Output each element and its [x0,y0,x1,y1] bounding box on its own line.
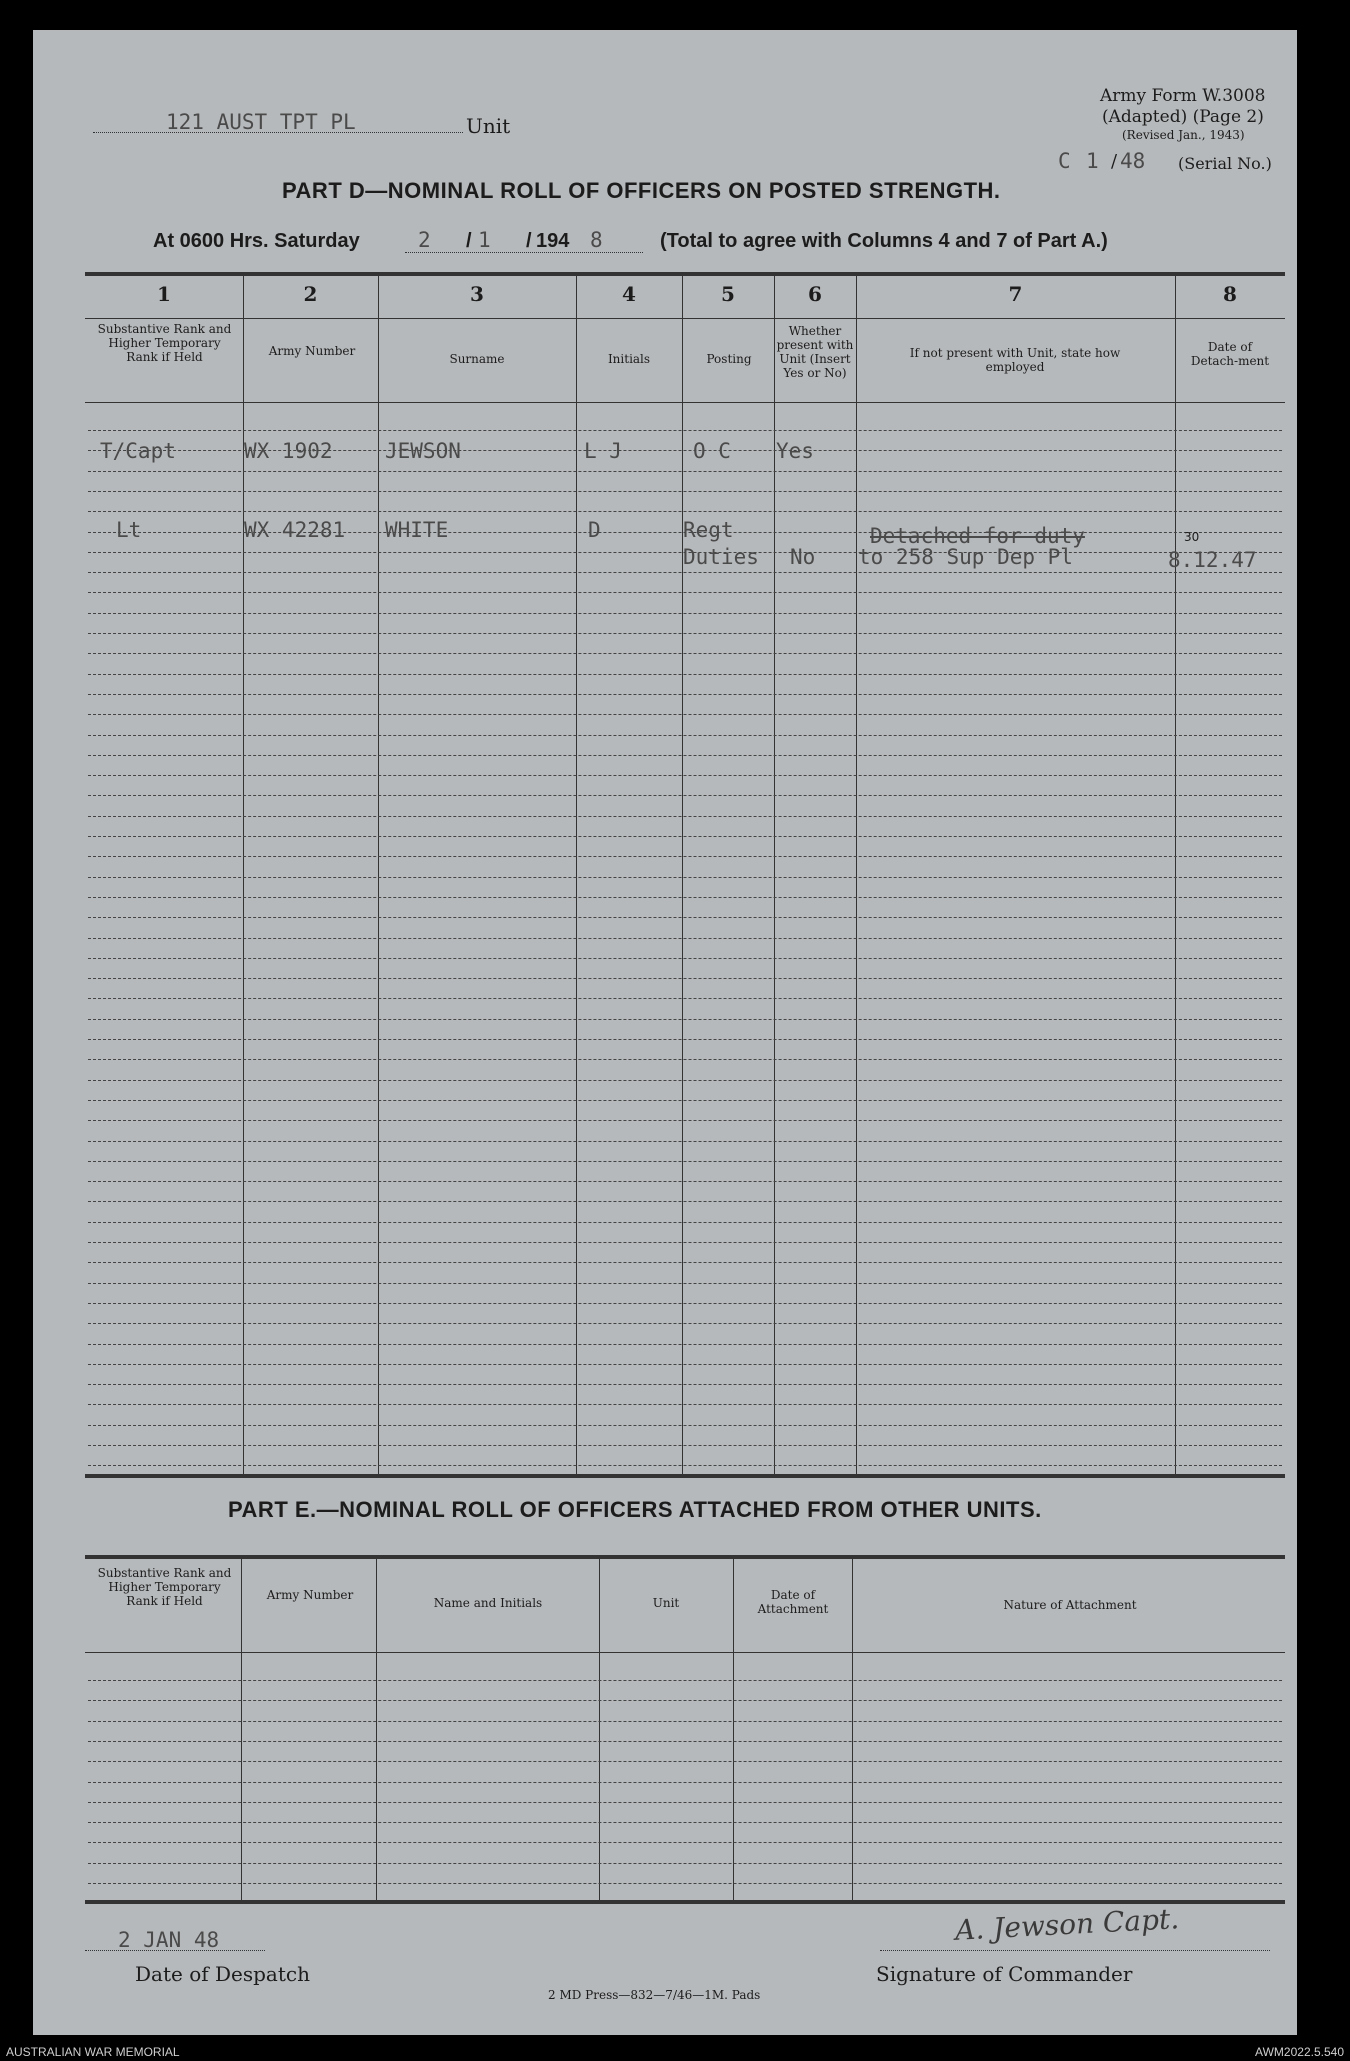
ruled-line [88,1782,1282,1783]
e-col-header-attach-date: Date of Attachment [757,1588,829,1616]
ruled-line [88,1680,1282,1681]
ruled-line [88,1019,1282,1020]
ruled-line [88,613,1282,614]
row2-posting-line2: Duties [683,545,759,569]
part-d-col-divider [682,274,683,1474]
unit-value: 121 AUST TPT PL [166,110,356,134]
part-d-top-rule [85,272,1285,276]
ruled-line [88,897,1282,898]
ruled-line [88,491,1282,492]
part-d-col-divider [856,274,857,1474]
form-adapted: (Adapted) (Page 2) [1102,107,1264,127]
col-header-rank: Substantive Rank and Higher Temporary Rank if Held [97,322,232,364]
row1-present: Yes [776,439,814,463]
ruled-line [88,1080,1282,1081]
date-year-digit: 8 [590,228,603,252]
ruled-line [88,735,1282,736]
unit-label: Unit [466,114,511,138]
printer-imprint: 2 MD Press—832—7/46—1M. Pads [548,1988,761,2002]
col-number: 1 [157,282,171,306]
part-e-col-divider [852,1557,853,1900]
ruled-line [88,1465,1282,1466]
part-e-top-rule [85,1555,1285,1559]
ruled-line [88,836,1282,837]
date-note: (Total to agree with Columns 4 and 7 of Part A.) [660,230,1108,252]
col-header-detach-date: Date of Detach-ment [1190,340,1270,368]
ruled-line [88,998,1282,999]
ruled-line [88,1384,1282,1385]
ruled-line [88,674,1282,675]
ruled-line [88,1039,1282,1040]
ruled-line [88,1161,1282,1162]
ruled-line [88,633,1282,634]
ruled-line [88,1863,1282,1864]
ruled-line [88,1141,1282,1142]
signature-label: Signature of Commander [876,1962,1133,1986]
row1-army-number: WX 1902 [244,439,333,463]
ruled-line [88,1761,1282,1762]
ruled-line [88,1445,1282,1446]
ruled-line [88,1721,1282,1722]
col-number: 8 [1223,282,1237,306]
col-header-employment: If not present with Unit, state how employed [909,346,1121,374]
ruled-line [88,1120,1282,1121]
ruled-line [88,471,1282,472]
row1-posting: O C [693,439,731,463]
ruled-line [88,714,1282,715]
row2-initials: D [588,518,601,542]
part-e-header-rule [85,1652,1285,1653]
ruled-line [88,430,1282,431]
row2-present: No [790,545,816,569]
ruled-line [88,775,1282,776]
date-dotline [405,252,643,253]
part-d-bottom-rule [85,1474,1285,1478]
e-col-header-unit: Unit [652,1596,680,1610]
col-number: 5 [721,282,735,306]
ruled-line [88,938,1282,939]
part-d-col-divider [1175,274,1176,1474]
row2-date-correction: 30 [1184,530,1200,544]
ruled-line [88,1222,1282,1223]
ruled-line [88,1283,1282,1284]
ruled-line [88,1425,1282,1426]
part-e-bottom-rule [85,1900,1285,1904]
unit-dotline [93,132,463,133]
serial-year: 48 [1120,149,1146,173]
part-d-title: PART D—NOMINAL ROLL OF OFFICERS ON POSTED STRENGTH. [282,178,1001,203]
part-e-col-divider [733,1557,734,1900]
part-e-col-divider [599,1557,600,1900]
form-revised: (Revised Jan., 1943) [1122,128,1245,142]
row2-posting: Regt [683,518,734,542]
row2-employment-line2: to 258 Sup Dep Pl [858,545,1073,569]
col-number: 6 [808,282,822,306]
serial-label: (Serial No.) [1178,154,1272,173]
e-col-header-rank: Substantive Rank and Higher Temporary Rank if Held [97,1566,232,1608]
ruled-line [88,958,1282,959]
e-col-header-name: Name and Initials [433,1596,543,1610]
form-name: Army Form W.3008 [1100,86,1266,106]
part-e-title: PART E.—NOMINAL ROLL OF OFFICERS ATTACHED FROM OTHER UNITS. [228,1497,1042,1522]
part-e-col-divider [241,1557,242,1900]
date-month: 1 [478,228,491,252]
row1-surname: JEWSON [385,439,461,463]
ruled-line [88,653,1282,654]
ruled-line [88,1262,1282,1263]
row2-army-number: WX 42281 [244,518,346,542]
despatch-label: Date of Despatch [135,1962,310,1986]
despatch-date: 2 JAN 48 [118,1928,220,1952]
col-number: 3 [470,282,484,306]
ruled-line [88,856,1282,857]
ruled-line [88,978,1282,979]
ruled-line [88,1242,1282,1243]
col-header-army-number: Army Number [268,344,356,358]
ruled-line [88,1100,1282,1101]
col-header-initials: Initials [607,352,651,366]
col-header-posting: Posting [706,352,752,366]
commander-signature: A. Jewson Capt. [954,1902,1180,1947]
ruled-line [88,1181,1282,1182]
ruled-line [88,1802,1282,1803]
ruled-line [88,1883,1282,1884]
part-d-col-divider [378,274,379,1474]
e-col-header-army-number: Army Number [266,1588,354,1602]
serial-number: 1 [1086,149,1099,173]
ruled-line [88,1700,1282,1701]
col-header-present: Whether present with Unit (Insert Yes or No) [776,324,854,380]
part-d-header-rule [85,402,1285,403]
row2-surname: WHITE [385,518,449,542]
ruled-line [88,1842,1282,1843]
despatch-dotline [85,1950,265,1951]
archive-credit: AUSTRALIAN WAR MEMORIAL [6,2045,180,2059]
ruled-line [88,917,1282,918]
row2-employment: Detached for duty [870,524,1085,548]
serial-prefix: C [1058,149,1071,173]
ruled-line [88,816,1282,817]
col-number: 4 [622,282,636,306]
ruled-line [88,1822,1282,1823]
ruled-line [88,1404,1282,1405]
row2-detach-date: 8.12.47 [1168,548,1257,572]
date-day: 2 [418,228,431,252]
date-year-prefix: 194 [536,230,570,252]
archive-accession: AWM2022.5.540 [1255,2045,1344,2059]
ruled-line [88,1201,1282,1202]
ruled-line [88,877,1282,878]
ruled-line [88,1741,1282,1742]
row1-initials: L J [584,439,622,463]
ruled-line [88,694,1282,695]
signature-dotline [880,1950,1270,1951]
col-number: 7 [1008,282,1023,306]
col-number: 2 [303,282,318,306]
part-e-col-divider [376,1557,377,1900]
row1-rank: T/Capt [100,439,176,463]
row2-rank: Lt [116,518,142,542]
ruled-line [88,1364,1282,1365]
ruled-line [88,1323,1282,1324]
ruled-line [88,795,1282,796]
ruled-line [88,592,1282,593]
ruled-line [88,511,1282,512]
date-prefix: At 0600 Hrs. Saturday [153,230,360,252]
col-header-surname: Surname [449,352,505,366]
part-d-col-divider [576,274,577,1474]
ruled-line [88,1303,1282,1304]
part-d-number-rule [85,318,1285,319]
e-col-header-nature: Nature of Attachment [1003,1598,1137,1612]
ruled-line [88,755,1282,756]
part-d-col-divider [774,274,775,1474]
ruled-line [88,572,1282,573]
ruled-line [88,1344,1282,1345]
ruled-line [88,1059,1282,1060]
